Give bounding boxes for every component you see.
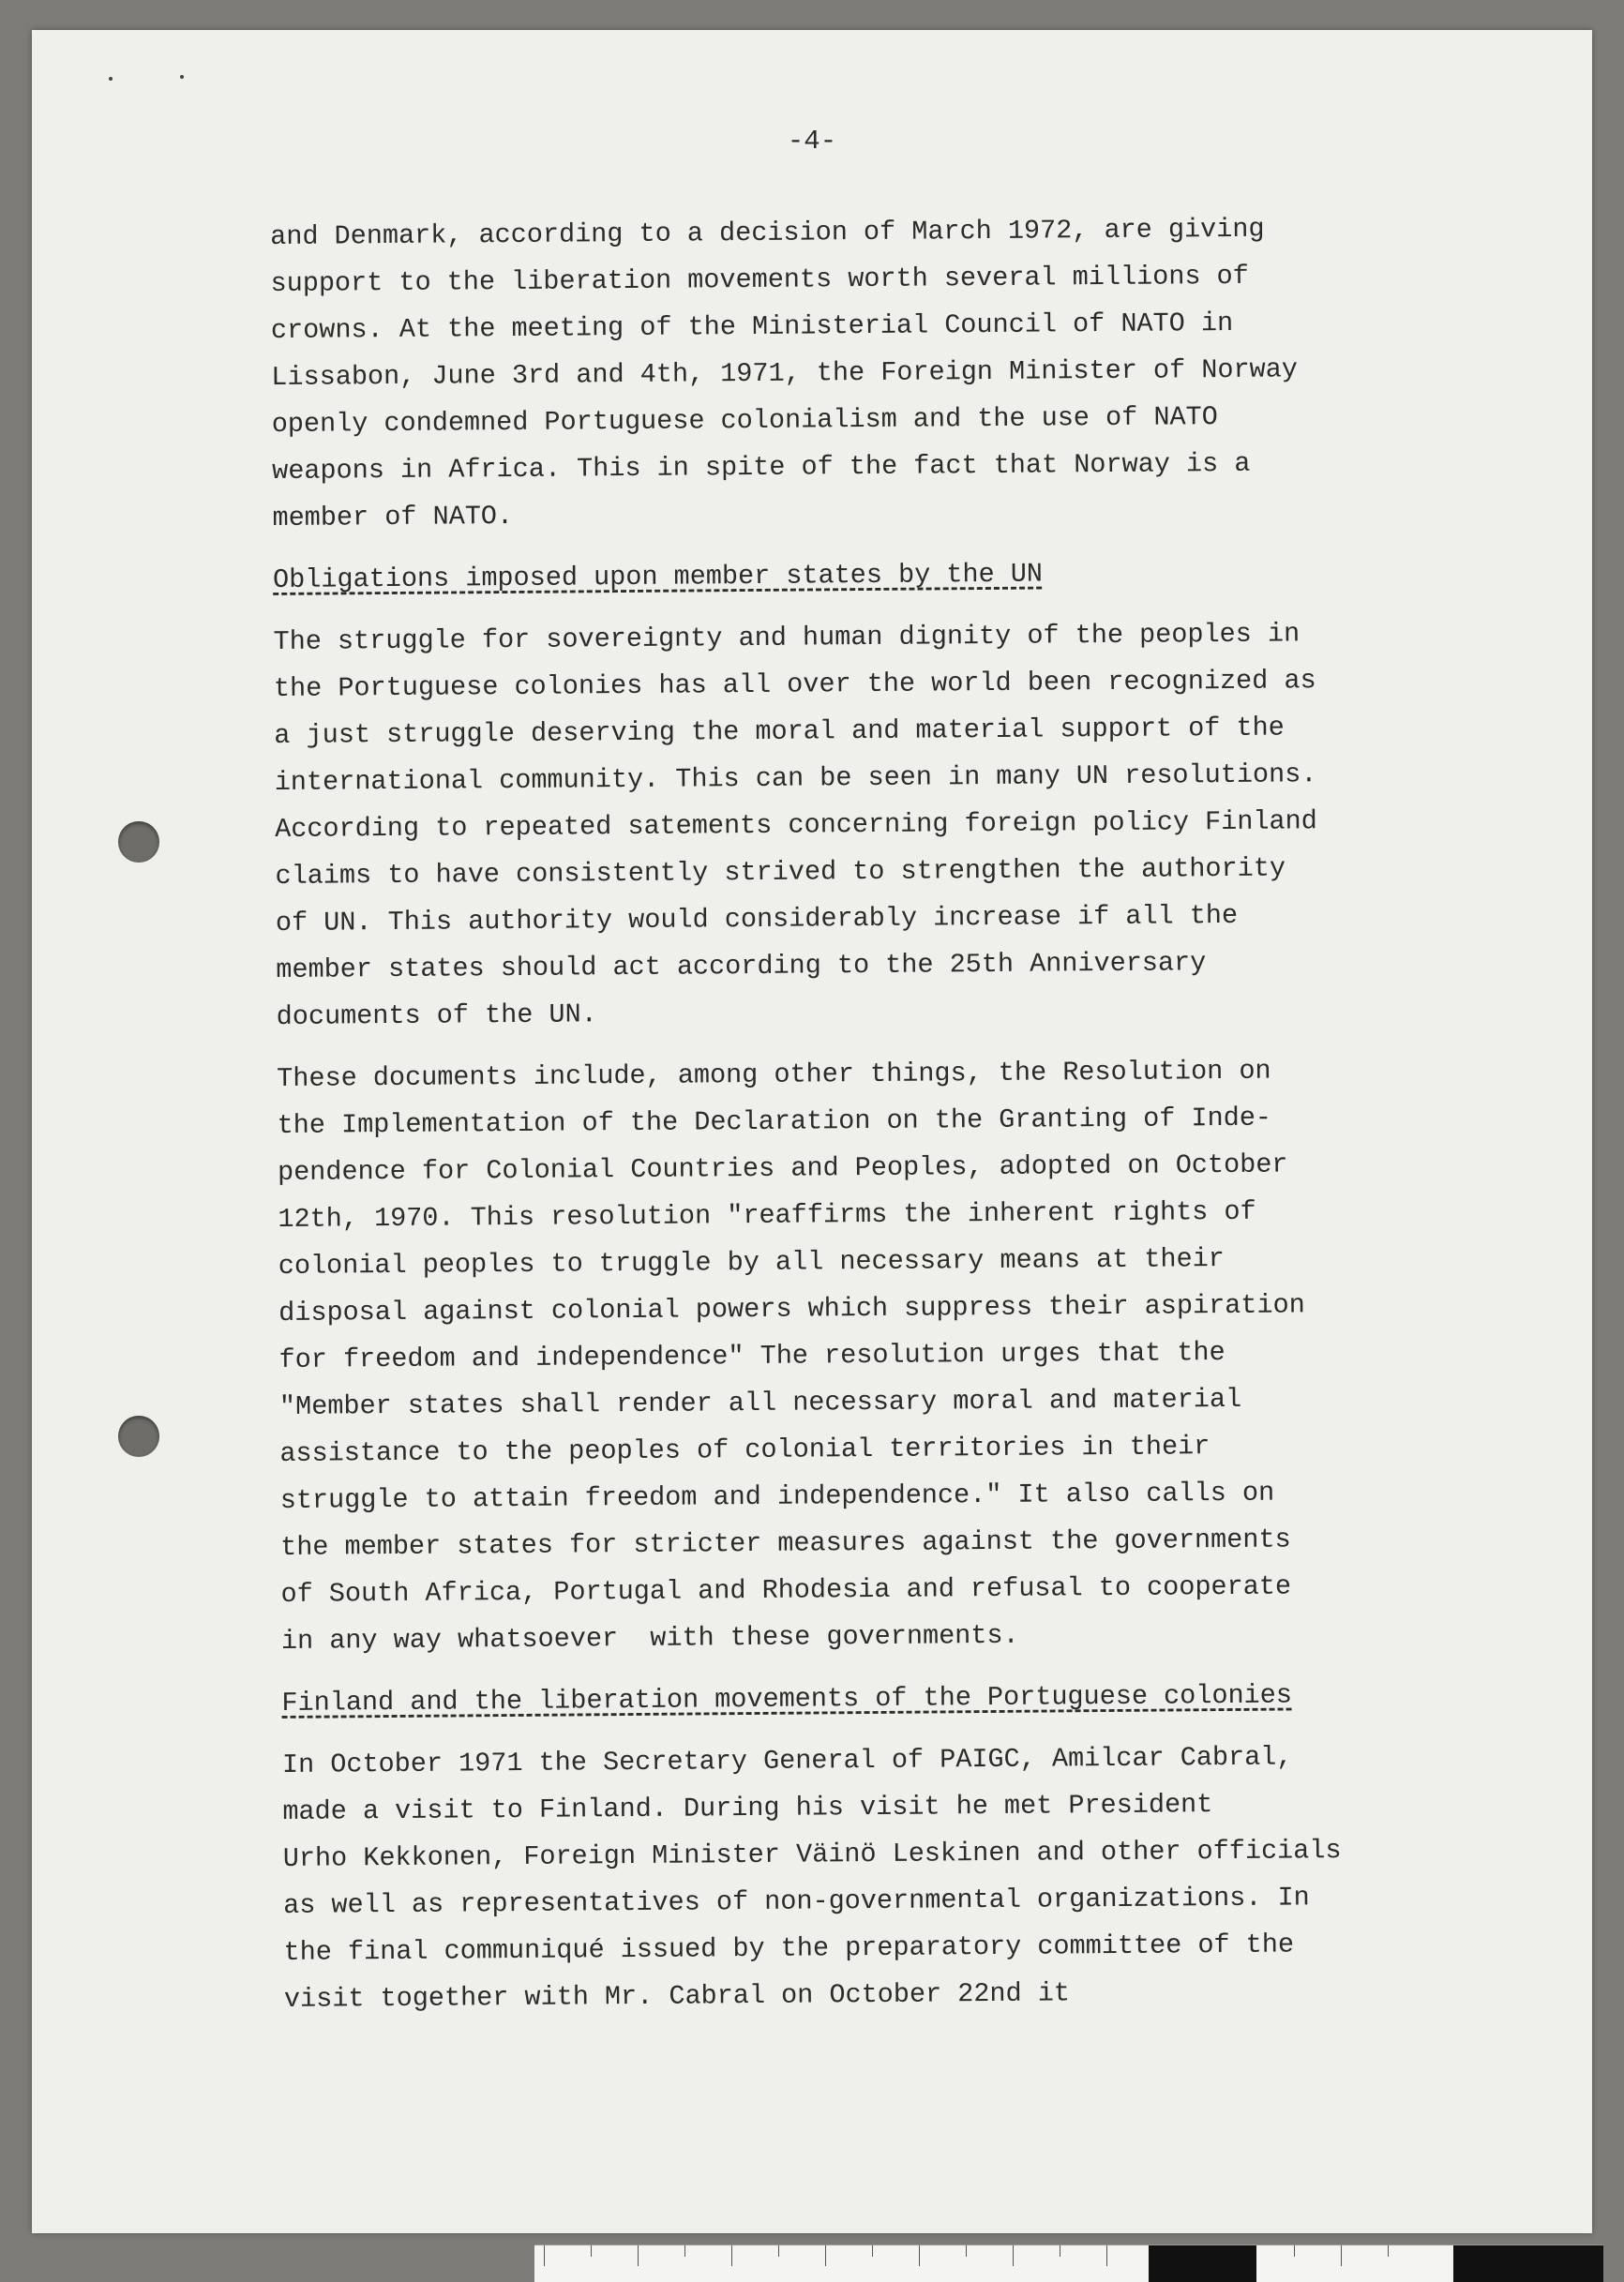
- text-line: made a visit to Finland. During his visit he met President: [282, 1789, 1213, 1827]
- text-line: of South Africa, Portugal and Rhodesia and refusal to cooperate: [280, 1570, 1292, 1610]
- text-line: According to repeated satements concerning foreign policy Finland: [275, 805, 1317, 845]
- text-line: international community. This can be seen in many UN resolutions.: [274, 758, 1317, 798]
- ruler-tick: [966, 2245, 967, 2257]
- text-line: for freedom and independence" The resolution urges that the: [278, 1337, 1226, 1375]
- text-line: of UN. This authority would considerably increase if all the: [275, 899, 1239, 938]
- ruler-tick: [872, 2245, 873, 2257]
- text-line: Urho Kekkonen, Foreign Minister Väinö Leskinen and other officials: [282, 1835, 1342, 1874]
- heading-text: Finland and the liberation movements of the Portuguese colonies: [281, 1679, 1293, 1719]
- text-line: These documents include, among other things, the Resolution on: [277, 1055, 1271, 1094]
- paragraph-nato: [270, 203, 1576, 542]
- text-line: support to the liberation movements worth several millions of: [270, 260, 1249, 299]
- text-line: Lissabon, June 3rd and 4th, 1971, the Foreign Minister of Norway: [271, 353, 1299, 393]
- text-line: a just struggle deserving the moral and material support of the: [274, 712, 1285, 751]
- text-line: member states should act according to the 25th Anniversary: [276, 947, 1207, 985]
- ruler-black-segment: [1453, 2245, 1603, 2282]
- ruler-tick: [1106, 2245, 1107, 2266]
- ruler-black-segment: [1149, 2245, 1256, 2282]
- heading-text: Obligations imposed upon member states by the UN: [272, 558, 1044, 595]
- text-line: In October 1971 the Secretary General of PAIGC, Amilcar Cabral,: [281, 1741, 1293, 1780]
- text-line: openly condemned Portuguese colonialism and the use of NATO: [271, 401, 1218, 440]
- ruler-tick: [1388, 2245, 1389, 2257]
- text-line: and Denmark, according to a decision of March 1972, are giving: [270, 213, 1265, 252]
- document-body: [270, 203, 1587, 2038]
- text-line: in any way whatsoever with these governments.: [280, 1619, 1019, 1657]
- text-line: disposal against colonial powers which suppress their aspiration: [278, 1289, 1305, 1329]
- ruler-tick: [591, 2245, 592, 2257]
- ruler-tick: [1294, 2245, 1295, 2257]
- page-number: -4-: [787, 126, 837, 157]
- text-line: "Member states shall render all necessary moral and material: [278, 1383, 1242, 1422]
- text-line: the member states for stricter measures against the governments: [280, 1524, 1291, 1563]
- ruler-tick: [1341, 2245, 1342, 2266]
- section-heading-obligations: [273, 547, 1576, 604]
- ruler-tick: [731, 2245, 732, 2266]
- text-line: the final communiqué issued by the preparatory committee of the: [283, 1929, 1295, 1968]
- text-line: documents of the UN.: [276, 998, 597, 1032]
- paper-speck: [180, 75, 184, 79]
- ruler-tick: [544, 2245, 545, 2266]
- text-line: struggle to attain freedom and independence." It also calls on: [279, 1477, 1275, 1516]
- paper-speck: [109, 77, 113, 81]
- ruler-tick: [1013, 2245, 1014, 2266]
- text-line: the Implementation of the Declaration on the Granting of Inde-: [277, 1102, 1272, 1141]
- punch-hole-bottom: [118, 1416, 159, 1457]
- ruler-tick: [919, 2245, 920, 2266]
- text-line: member of NATO.: [272, 500, 514, 533]
- text-line: pendence for Colonial Countries and Peoples, adopted on October: [277, 1149, 1288, 1188]
- section-heading-finland: [281, 1670, 1585, 1727]
- ruler-tick: [684, 2245, 685, 2257]
- text-line: weapons in Africa. This in spite of the fact that Norway is a: [272, 447, 1251, 487]
- text-line: the Portuguese colonies has all over the world been recognized as: [273, 665, 1316, 704]
- paragraph-struggle: [273, 608, 1579, 1041]
- text-line: 12th, 1970. This resolution "reaffirms the inherent rights of: [278, 1195, 1256, 1235]
- text-line: visit together with Mr. Cabral on October 22nd it: [283, 1977, 1071, 2015]
- ruler-tick: [778, 2245, 779, 2257]
- punch-hole-top: [118, 821, 159, 863]
- ruler-tick: [825, 2245, 826, 2266]
- document-page: [32, 30, 1592, 2233]
- text-line: The struggle for sovereignty and human dignity of the peoples in: [273, 618, 1301, 657]
- text-line: colonial peoples to truggle by all necessary means at their: [278, 1243, 1225, 1282]
- text-line: as well as representatives of non-governmental organizations. In: [283, 1882, 1310, 1921]
- paragraph-documents: [277, 1045, 1585, 1665]
- paragraph-cabral-visit: [282, 1732, 1587, 2023]
- ruler-tick: [638, 2245, 639, 2266]
- measurement-ruler: [534, 2244, 1603, 2282]
- text-line: crowns. At the meeting of the Ministerial Council of NATO in: [270, 307, 1234, 346]
- text-line: assistance to the peoples of colonial territories in their: [279, 1431, 1210, 1469]
- text-line: claims to have consistently strived to strengthen the authority: [275, 852, 1286, 892]
